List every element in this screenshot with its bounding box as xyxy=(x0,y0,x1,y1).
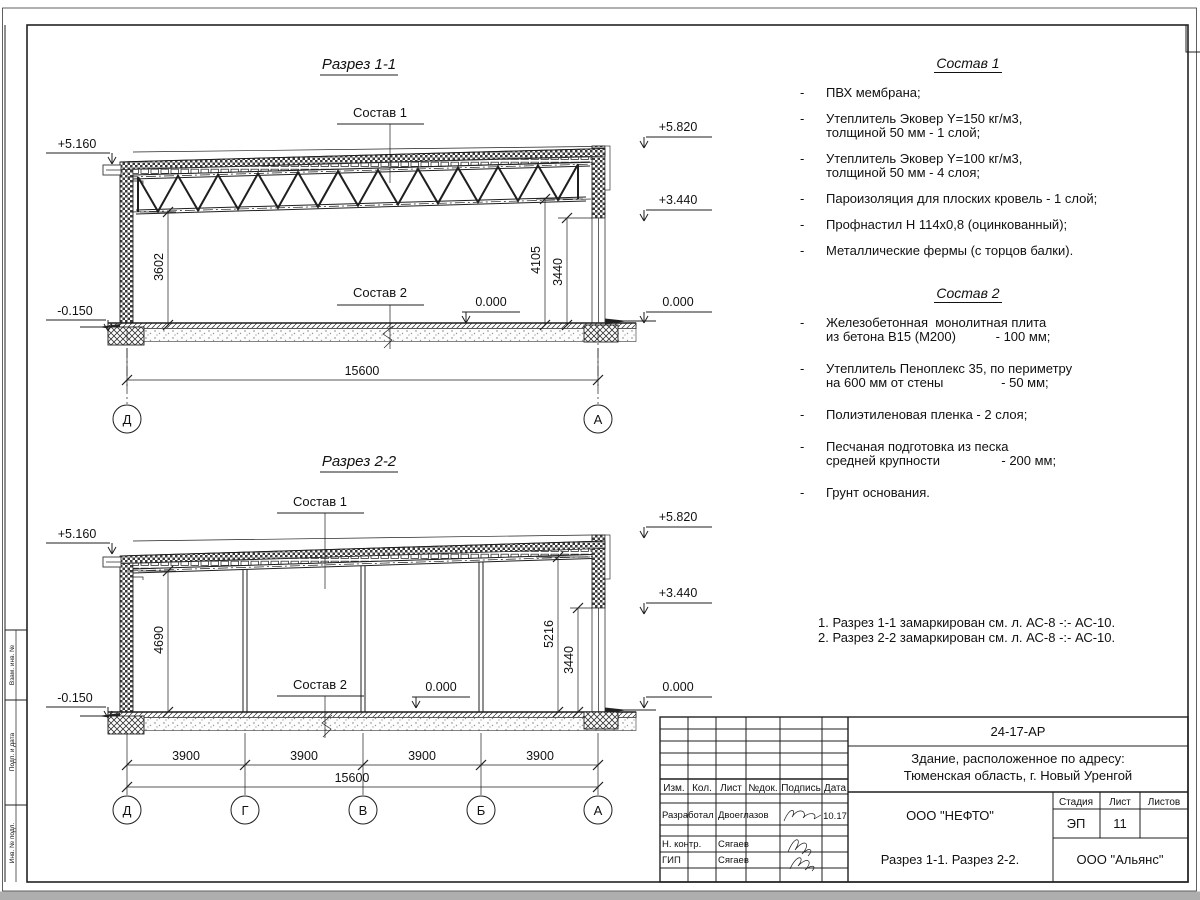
side-stamp-label-3: Инв. № подл. xyxy=(9,822,16,864)
tb-name-1: Двоеглазов xyxy=(718,810,769,821)
dim-3900-1: 3900 xyxy=(172,749,200,763)
grid-bubble-b2: Б xyxy=(476,803,486,818)
side-stamp-label-1: Взам. инв. № xyxy=(9,644,16,686)
title-block xyxy=(660,717,1188,882)
sostav1-list xyxy=(800,56,1136,270)
list-item: - Профнастил Н 114х0,8 (оцинкованный); xyxy=(800,217,1068,232)
dim-3900-2: 3900 xyxy=(290,749,318,763)
list-item: - Железобетонная монолитная плита из бетона В15 (М200) - 100 мм; xyxy=(800,315,1051,344)
tb-sheet-value: 11 xyxy=(1113,816,1127,831)
dim-3900-4: 3900 xyxy=(526,749,554,763)
foundation-left-2 xyxy=(108,716,144,734)
elev-right-mid: +3.440 xyxy=(658,193,698,207)
section-1-1-title: Разрез 1-1 xyxy=(321,56,397,73)
tb-stage-header: Стадия xyxy=(1058,797,1094,808)
sostav1-list-title: Состав 1 xyxy=(936,55,1000,71)
elev-left-2: +5.160 xyxy=(57,527,97,541)
tb-object-line1: Здание, расположенное по адресу: xyxy=(911,751,1125,766)
tb-col-doc: №док. xyxy=(748,783,778,794)
sostav2-callout-2-2: Состав 2 xyxy=(293,677,347,692)
list-item: - Пароизоляция для плоских кровель - 1 слой; xyxy=(800,191,1098,206)
list-item: - Металлические фермы (с торцов балки). xyxy=(800,243,1074,258)
tb-col-kol: Кол. xyxy=(692,783,712,794)
wall-left xyxy=(120,162,133,327)
dim-3440-1-1: 3440 xyxy=(551,258,565,286)
signature-3 xyxy=(790,858,814,871)
tb-col-sign: Подпись xyxy=(781,783,821,794)
drawing-notes xyxy=(818,616,1188,646)
elev-zero-in: 0.000 xyxy=(475,295,507,309)
tb-object-line2: Тюменская область, г. Новый Уренгой xyxy=(903,768,1133,783)
grid-bubble-a: А xyxy=(593,412,603,427)
elev-zero-out: 0.000 xyxy=(662,295,694,309)
elev-right-top-2: +5.820 xyxy=(658,510,698,524)
side-stamp xyxy=(9,645,16,863)
foundation-right-2 xyxy=(584,712,618,729)
side-stamp-label-2: Подп. и дата xyxy=(9,732,16,772)
elev-right-top: +5.820 xyxy=(658,120,698,134)
tb-name-2: Сягаев xyxy=(718,839,749,850)
dim-3602: 3602 xyxy=(152,253,166,281)
elev-zero-in-2: 0.000 xyxy=(425,680,457,694)
grid-bubble-a2: А xyxy=(593,803,603,818)
wall-left-2 xyxy=(120,557,133,714)
sostav2-list xyxy=(800,286,1136,518)
tb-name-3: Сягаев xyxy=(718,855,749,866)
sostav1-callout-1-1: Состав 1 xyxy=(353,105,407,120)
dim-15600-1-1: 15600 xyxy=(344,364,380,378)
note-1: 1. Разрез 1-1 замаркирован см. л. АС-8 -:- АС-10. xyxy=(818,615,1116,630)
tb-org2: ООО "Альянс" xyxy=(1076,852,1164,867)
grid-bubble-d2: Д xyxy=(122,803,132,818)
list-item: - Утеплитель Эковер Y=150 кг/м3, толщиной 50 мм - 1 слой; xyxy=(800,111,1023,140)
section-1-1-drawing xyxy=(46,56,712,433)
dim-3440-2-2: 3440 xyxy=(562,646,576,674)
elev-left: +5.160 xyxy=(57,137,97,151)
tb-role-3: ГИП xyxy=(662,855,681,866)
list-item: - ПВХ мембрана; xyxy=(800,85,921,100)
dim-5216: 5216 xyxy=(542,620,556,648)
grid-axes-1-1 xyxy=(113,330,612,433)
tb-doc-code: 24-17-АР xyxy=(990,724,1046,739)
tb-sheet-header: Лист xyxy=(1109,797,1131,808)
foundation-right xyxy=(584,325,618,342)
grid-bubble-d: Д xyxy=(122,412,132,427)
tb-sheets-header: Листов xyxy=(1147,797,1181,808)
grid-bubble-v2: В xyxy=(358,803,368,818)
foundation-left xyxy=(108,327,144,345)
elev-right-mid-2: +3.440 xyxy=(658,586,698,600)
floor-slab-2 xyxy=(80,708,656,735)
wall-right-top xyxy=(592,146,605,218)
tb-date-1: 10.17 xyxy=(823,811,847,822)
list-item: - Песчаная подготовка из песка средней крупности - 200 мм; xyxy=(800,439,1057,468)
note-2: 2. Разрез 2-2 замаркирован см. л. АС-8 -:- АС-10. xyxy=(818,630,1116,645)
sostav1-callout-2-2: Состав 1 xyxy=(293,494,347,509)
list-item: - Полиэтиленовая пленка - 2 слоя; xyxy=(800,407,1028,422)
elevation-marks-2-2 xyxy=(46,510,712,718)
list-item: - Утеплитель Эковер Y=100 кг/м3, толщиной 50 мм - 4 слоя; xyxy=(800,151,1023,180)
signature-1 xyxy=(784,810,821,821)
tb-col-izm: Изм. xyxy=(663,783,685,794)
dim-4690: 4690 xyxy=(152,626,166,654)
section-2-2-drawing xyxy=(46,453,712,824)
dimensions-2-2 xyxy=(122,552,603,795)
list-item: - Утеплитель Пеноплекс 35, по периметру на 600 мм от стены - 50 мм; xyxy=(800,361,1073,390)
tb-org: ООО "НЕФТО" xyxy=(906,808,994,823)
tb-col-list: Лист xyxy=(720,783,742,794)
tb-role-1: Разработал xyxy=(662,810,714,821)
sostav2-list-title: Состав 2 xyxy=(936,285,1000,301)
tb-stage-value: ЭП xyxy=(1066,816,1086,831)
tb-col-date: Дата xyxy=(823,783,847,794)
sostav2-callout-1-1: Состав 2 xyxy=(353,285,407,300)
grid-bubble-g2: Г xyxy=(241,803,249,818)
elev-ground-left: -0.150 xyxy=(57,304,93,318)
dim-4105: 4105 xyxy=(529,246,543,274)
tb-sheet-title: Разрез 1-1. Разрез 2-2. xyxy=(880,852,1020,867)
list-item: - Грунт основания. xyxy=(800,485,930,500)
grid-axes-2-2 xyxy=(113,796,612,824)
dim-3900-3: 3900 xyxy=(408,749,436,763)
section-2-2-title: Разрез 2-2 xyxy=(321,453,397,470)
dim-15600-2-2: 15600 xyxy=(334,771,370,785)
signature-2 xyxy=(788,840,811,856)
elev-zero-out-2: 0.000 xyxy=(662,680,694,694)
elev-ground-left-2: -0.150 xyxy=(57,691,93,705)
tb-role-2: Н. контр. xyxy=(662,839,702,850)
